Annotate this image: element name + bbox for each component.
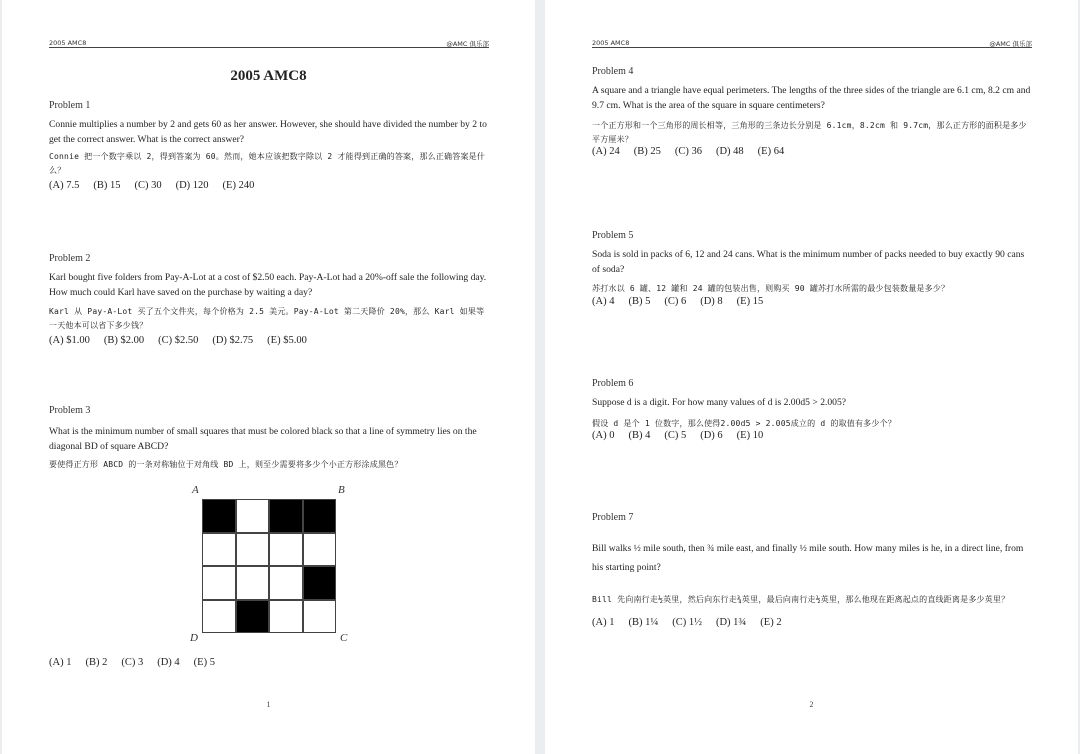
choice-a: (A) 4 <box>592 295 615 307</box>
choice-c: (C) 36 <box>674 146 702 157</box>
problem-label: Problem 6 <box>592 378 634 389</box>
grid-cell <box>303 533 337 567</box>
vertex-label-a: A <box>192 484 199 496</box>
grid-cell <box>269 600 303 634</box>
grid-cell-black <box>236 600 270 634</box>
grid-cell-black <box>303 566 337 600</box>
grid-cell <box>303 600 337 634</box>
choice-d: (D) 120 <box>175 180 209 191</box>
choice-e: (E) 5 <box>193 657 215 668</box>
grid-cell <box>202 533 236 567</box>
grid-cell <box>269 533 303 567</box>
problem-3 <box>49 405 489 472</box>
document-title: 2005 AMC8 <box>230 68 307 84</box>
problem-text-zh: 假设 d 是个 1 位数字，那么使得2.00d5 > 2.005成立的 d 的取值有多少个？ <box>592 418 896 428</box>
choice-e: (E) 240 <box>222 180 255 191</box>
header-rule <box>49 47 489 48</box>
choice-d: (D) 48 <box>715 146 744 157</box>
problem-text-en: Karl bought five folders from Pay-A-Lot at a cost of $2.50 each. Pay-A-Lot had a 20%-off sale the following day. How much could Karl have saved on the purchase by waiting a day? <box>49 272 487 298</box>
grid-cell <box>202 566 236 600</box>
problem-text-en: What is the minimum number of small squares that must be colored black so that a line of symmetry lies on the diagonal BD of square ABCD? <box>49 426 477 452</box>
problem-text-en: Suppose d is a digit. For how many values of d is 2.00d5 > 2.005? <box>592 397 847 408</box>
problem-6 <box>592 378 1032 441</box>
problem-text-en: Soda is sold in packs of 6, 12 and 24 cans. What is the minimum number of packs needed to buy exactly 90 cans of soda? <box>592 249 1025 275</box>
grid-4x4 <box>202 499 336 633</box>
problem-text-zh: Karl 从 Pay-A-Lot 买了五个文件夹，每个价格为 2.5 美元。Pay-A-Lot 第二天降价 20%，那么 Karl 如果等一天他本可以省下多少钱？ <box>49 307 485 330</box>
problem-text-zh: 一个正方形和一个三角形的周长相等，三角形的三条边长分别是 6.1cm，8.2cm 和 9.7cm，那么正方形的面积是多少平方厘米？ <box>592 121 1027 144</box>
problem-5 <box>592 230 1032 307</box>
problem-text-en: Connie multiplies a number by 2 and gets 60 as her answer. However, she should have divided the number by 2 to get the correct answer. What is the correct answer? <box>49 119 487 145</box>
choice-e: (E) 10 <box>736 430 764 441</box>
choice-d: (D) $2.75 <box>212 335 254 346</box>
problem-label: Problem 4 <box>592 66 634 77</box>
answer-choices <box>592 617 1032 628</box>
problem-label: Problem 3 <box>49 405 91 416</box>
answer-choices <box>49 335 489 346</box>
choice-d: (D) 8 <box>700 295 723 307</box>
grid-cell <box>269 566 303 600</box>
choice-b: (B) 4 <box>628 430 651 441</box>
choice-d: (D) 4 <box>157 657 180 668</box>
header-right: @AMC 俱乐部 <box>446 40 489 48</box>
problem-3-choices <box>49 657 489 668</box>
problem-text-zh: Connie 把一个数字乘以 2，得到答案为 60。然而，她本应该把数字除以 2 才能得到正确的答案，那么正确答案是什么？ <box>49 152 486 175</box>
choice-b: (B) 15 <box>93 180 121 191</box>
choice-b: (B) 5 <box>628 295 651 307</box>
choice-c: (C) 6 <box>664 295 687 307</box>
answer-choices <box>592 296 1032 307</box>
choice-c: (C) 3 <box>121 657 144 668</box>
vertex-label-b: B <box>338 484 345 496</box>
problem-text-en: A square and a triangle have equal perimeters. The lengths of the three sides of the triangle are 6.1 cm, 8.2 cm and 9.7 cm. What is the area of the square in square centimeters? <box>592 85 1031 111</box>
choice-a: (A) 0 <box>592 430 615 441</box>
problem-text-en: Bill walks ½ mile south, then ¾ mile east, and finally ½ mile south. How many miles is he, in a direct line, from his starting point? <box>592 543 1024 573</box>
problem-text-zh: 要使得正方形 ABCD 的一条对称轴位于对角线 BD 上，则至少需要将多少个小正方形涂成黑色？ <box>49 460 403 469</box>
vertex-label-c: C <box>340 632 348 644</box>
page-number: 1 <box>266 700 271 709</box>
page-number: 2 <box>809 700 814 709</box>
choice-a: (A) 1 <box>49 657 72 668</box>
header-left: 2005 AMC8 <box>592 39 630 47</box>
grid-cell-black <box>303 499 337 533</box>
grid-cell-black <box>269 499 303 533</box>
choice-b: (B) 25 <box>633 146 661 157</box>
grid-cell <box>236 499 270 533</box>
answer-choices <box>592 146 1032 157</box>
problem-label: Problem 2 <box>49 253 91 264</box>
choice-e: (E) $5.00 <box>267 335 307 346</box>
problem-7 <box>592 512 1032 628</box>
problem-label: Problem 1 <box>49 100 91 111</box>
answer-choices <box>49 657 489 668</box>
problem-label: Problem 5 <box>592 230 634 241</box>
choice-c: (C) 30 <box>134 180 162 191</box>
problem-1 <box>49 100 489 191</box>
choice-c: (C) 1½ <box>672 617 702 628</box>
grid-cell <box>236 566 270 600</box>
choice-c: (C) 5 <box>664 430 687 441</box>
document-page-1 <box>2 0 535 754</box>
choice-a: (A) 1 <box>592 617 615 628</box>
grid-cell <box>236 533 270 567</box>
choice-b: (B) 1¼ <box>628 617 659 628</box>
grid-cell <box>202 600 236 634</box>
problem-4 <box>592 66 1032 157</box>
choice-a: (A) $1.00 <box>49 335 90 346</box>
problem-text-zh: Bill 先向南行走½英里，然后向东行走¾英里，最后向南行走½英里，那么他现在距离起点的直线距离是多少英里？ <box>592 595 1010 604</box>
problem-2 <box>49 253 489 346</box>
choice-a: (A) 7.5 <box>49 180 80 191</box>
choice-a: (A) 24 <box>592 146 620 157</box>
problem-label: Problem 7 <box>592 512 634 523</box>
choice-b: (B) 2 <box>85 657 108 668</box>
header-left: 2005 AMC8 <box>49 39 87 47</box>
choice-c: (C) $2.50 <box>158 335 199 346</box>
choice-b: (B) $2.00 <box>103 335 145 346</box>
choice-e: (E) 2 <box>760 617 782 628</box>
square-grid-figure <box>184 484 354 654</box>
answer-choices <box>49 180 489 191</box>
header-right: @AMC 俱乐部 <box>989 40 1032 48</box>
choice-e: (E) 64 <box>757 146 785 157</box>
choice-d: (D) 6 <box>700 430 723 441</box>
vertex-label-d: D <box>190 632 198 644</box>
choice-e: (E) 15 <box>736 295 764 307</box>
grid-cell-black <box>202 499 236 533</box>
choice-d: (D) 1¾ <box>715 617 747 628</box>
header-rule <box>592 47 1032 48</box>
answer-choices <box>592 430 1032 441</box>
problem-text-zh: 苏打水以 6 罐、12 罐和 24 罐的包装出售，则购买 90 罐苏打水所需的最少包装数量是多少？ <box>592 284 950 293</box>
document-page-2 <box>545 0 1078 754</box>
